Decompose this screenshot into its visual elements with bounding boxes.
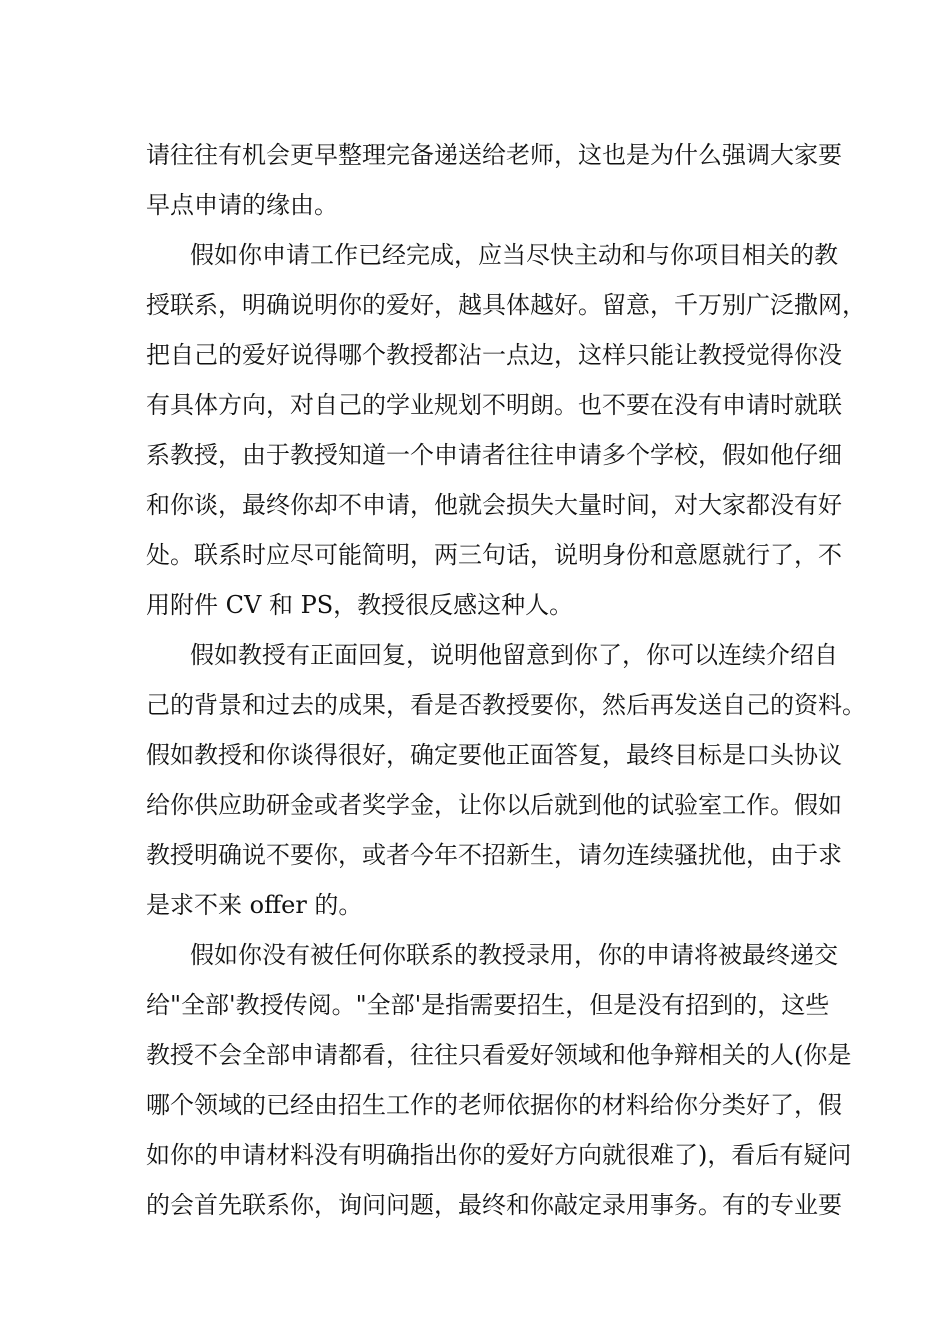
text-line: 教授不会全部申请都看，往往只看爱好领域和他争辩相关的人(你是: [146, 1041, 852, 1069]
text-line: 系教授，由于教授知道一个申请者往往申请多个学校，假如他仔细: [146, 441, 842, 469]
text-line: 教授明确说不要你，或者今年不招新生，请勿连续骚扰他，由于求: [146, 841, 842, 869]
text-line: 假如你没有被任何你联系的教授录用，你的申请将被最终递交: [190, 941, 838, 969]
text-line: 用附件 CV 和 PS，教授很反感这种人。: [146, 591, 574, 619]
text-line: 己的背景和过去的成果，看是否教授要你，然后再发送自己的资料。: [146, 691, 866, 719]
text-line: 请往往有机会更早整理完备递送给老师，这也是为什么强调大家要: [146, 141, 842, 169]
text-line: 早点申请的缘由。: [146, 191, 338, 219]
paragraph: [146, 230, 866, 630]
text-line: 给"全部'教授传阅。"全部'是指需要招生，但是没有招到的，这些: [146, 991, 830, 1019]
text-line: 假如教授有正面回复，说明他留意到你了，你可以连续介绍自: [190, 641, 838, 669]
text-line: 有具体方向，对自己的学业规划不明朗。也不要在没有申请时就联: [146, 391, 842, 419]
text-line: 把自己的爱好说得哪个教授都沾一点边，这样只能让教授觉得你没: [146, 341, 842, 369]
paragraph: [146, 930, 852, 1230]
text-line: 的会首先联系你，询问问题，最终和你敲定录用事务。有的专业要: [146, 1191, 842, 1219]
text-line: 处。联系时应尽可能简明，两三句话，说明身份和意愿就行了，不: [146, 541, 842, 569]
text-line: 如你的申请材料没有明确指出你的爱好方向就很难了)，看后有疑问: [146, 1141, 852, 1169]
text-line: 是求不来 offer 的。: [146, 891, 363, 919]
text-line: 授联系，明确说明你的爱好，越具体越好。留意，千万别广泛撒网，: [146, 291, 866, 319]
text-line: 假如你申请工作已经完成，应当尽快主动和与你项目相关的教: [190, 241, 838, 269]
paragraph: [146, 130, 842, 230]
body-text: [146, 130, 866, 1230]
text-line: 和你谈，最终你却不申请，他就会损失大量时间，对大家都没有好: [146, 491, 842, 519]
paragraph: [146, 630, 866, 930]
text-line: 哪个领域的已经由招生工作的老师依据你的材料给你分类好了，假: [146, 1091, 842, 1119]
text-line: 假如教授和你谈得很好，确定要他正面答复，最终目标是口头协议: [146, 741, 842, 769]
text-line: 给你供应助研金或者奖学金，让你以后就到他的试验室工作。假如: [146, 791, 842, 819]
